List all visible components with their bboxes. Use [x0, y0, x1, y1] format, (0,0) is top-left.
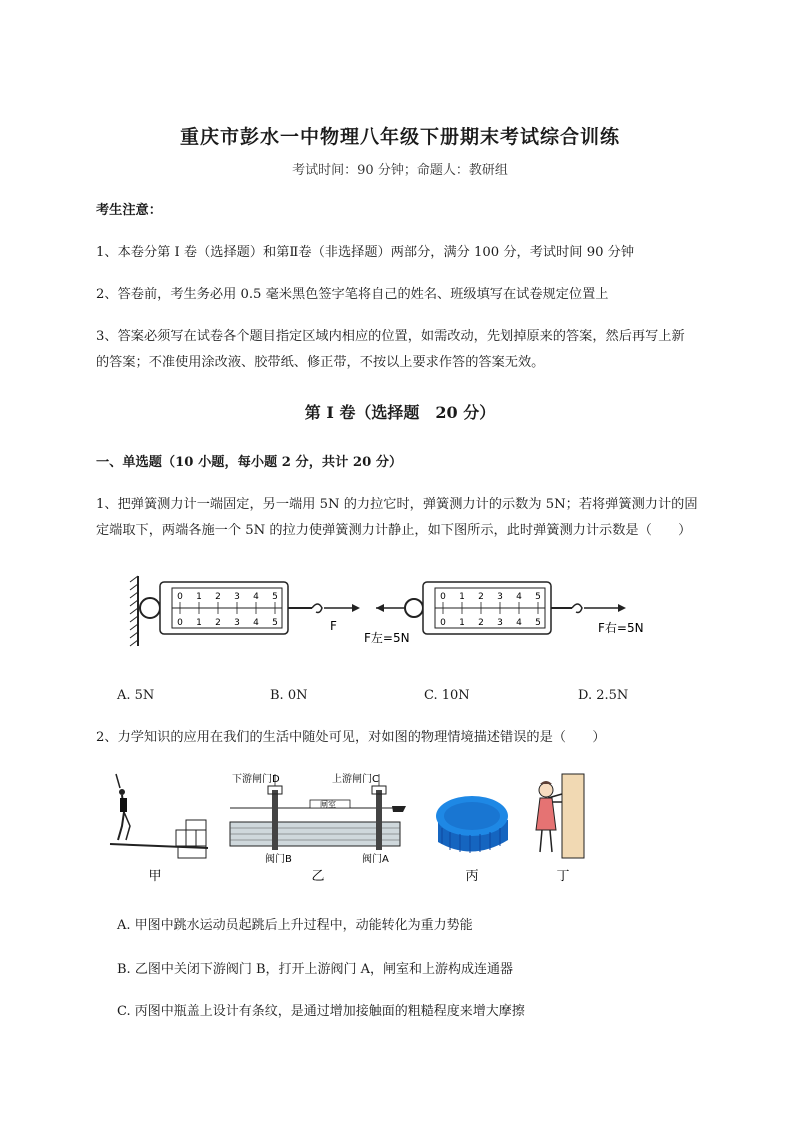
fig-label-jia: 甲	[148, 869, 162, 884]
q2-figure	[100, 768, 600, 892]
fig-label-ding: 丁	[556, 869, 570, 884]
part-heading: 一、单选题（10 小题，每小题 2 分，共计 20 分）	[96, 455, 403, 470]
scale1-tick-2: 2	[215, 592, 221, 602]
scale1-tick-1: 1	[196, 592, 202, 602]
label-valve-a: 阀门A	[362, 854, 389, 865]
notice-item-3: 3、答案必须写在试卷各个题目指定区域内相应的位置，如需改动，先划掉原来的答案，然后再写上新	[96, 329, 685, 344]
scale2-tick-2: 2	[478, 592, 484, 602]
scale2-tick-5b: 5	[535, 618, 541, 628]
q1-option-b: B. 0N	[270, 688, 308, 703]
page-title: 重庆市彭水一中物理八年级下册期末考试综合训练	[179, 126, 620, 148]
scale2-tick-1: 1	[459, 592, 465, 602]
q1-stem-line1: 1、把弹簧测力计一端固定，另一端用 5N 的力拉它时，弹簧测力计的示数为 5N；若将弹簧测力计的固	[96, 497, 698, 512]
scale2-tick-3b: 3	[497, 618, 503, 628]
scale1-tick-4b: 4	[253, 618, 259, 628]
scale1-tick-5b: 5	[272, 618, 278, 628]
q1-option-a: A. 5N	[117, 688, 155, 703]
bottle-cap-figure	[436, 796, 508, 853]
scale2-tick-3: 3	[497, 592, 503, 602]
label-f: F	[330, 619, 337, 633]
scale2-tick-4: 4	[516, 592, 522, 602]
notice-heading: 考生注意：	[96, 203, 162, 218]
scale1-tick-0b: 0	[177, 618, 183, 628]
scale1-tick-3: 3	[234, 592, 240, 602]
scale2-tick-1b: 1	[459, 618, 465, 628]
label-chamber: 闸室	[320, 800, 336, 809]
section-title: 第 I 卷（选择题 20 分）	[304, 403, 496, 422]
scale2-tick-4b: 4	[516, 618, 522, 628]
label-valve-b: 阀门B	[265, 854, 292, 865]
label-f-right: F右=5N	[598, 621, 644, 635]
scale1-tick-2b: 2	[215, 618, 221, 628]
scale1-tick-1b: 1	[196, 618, 202, 628]
fig-label-yi: 乙	[311, 869, 325, 884]
scale1-tick-0: 0	[177, 592, 183, 602]
q2-stem: 2、力学知识的应用在我们的生活中随处可见，对如图的物理情境描述错误的是（ ）	[96, 730, 606, 745]
spring-scale-figure	[120, 568, 660, 658]
scale2-tick-5: 5	[535, 592, 541, 602]
ship-lock-figure	[230, 774, 406, 850]
q1-option-d: D. 2.5N	[578, 688, 629, 703]
person-wall-figure	[536, 774, 584, 858]
label-f-left: F左=5N	[364, 631, 410, 645]
scale1-tick-5: 5	[272, 592, 278, 602]
diver-figure	[110, 774, 208, 858]
scale2-tick-0: 0	[440, 592, 446, 602]
label-lower-gate: 下游闸门D	[232, 774, 280, 785]
q2-option-a: A. 甲图中跳水运动员起跳后上升过程中，动能转化为重力势能	[117, 918, 473, 933]
label-upper-gate: 上游闸门C	[332, 774, 379, 785]
notice-item-3-cont: 的答案；不准使用涂改液、胶带纸、修正带，不按以上要求作答的答案无效。	[96, 355, 545, 370]
q2-option-b: B. 乙图中关闭下游阀门 B，打开上游阀门 A，闸室和上游构成连通器	[117, 962, 514, 977]
q2-option-c: C. 丙图中瓶盖上设计有条纹，是通过增加接触面的粗糙程度来增大摩擦	[117, 1004, 525, 1019]
exam-info: 考试时间：90 分钟；命题人：教研组	[292, 163, 508, 178]
q1-stem-line2: 定端取下，两端各施一个 5N 的拉力使弹簧测力计静止，如下图所示，此时弹簧测力计示数是（ ）	[96, 523, 692, 538]
notice-item-1: 1、本卷分第 I 卷（选择题）和第Ⅱ卷（非选择题）两部分，满分 100 分，考试时间 90 分钟	[96, 245, 635, 260]
scale2-tick-0b: 0	[440, 618, 446, 628]
scale2-tick-2b: 2	[478, 618, 484, 628]
notice-item-2: 2、答卷前，考生务必用 0.5 毫米黑色签字笔将自己的姓名、班级填写在试卷规定位置上	[96, 287, 609, 302]
fig-label-bing: 丙	[465, 869, 479, 884]
scale1-tick-3b: 3	[234, 618, 240, 628]
scale1-tick-4: 4	[253, 592, 259, 602]
q1-option-c: C. 10N	[424, 688, 470, 703]
